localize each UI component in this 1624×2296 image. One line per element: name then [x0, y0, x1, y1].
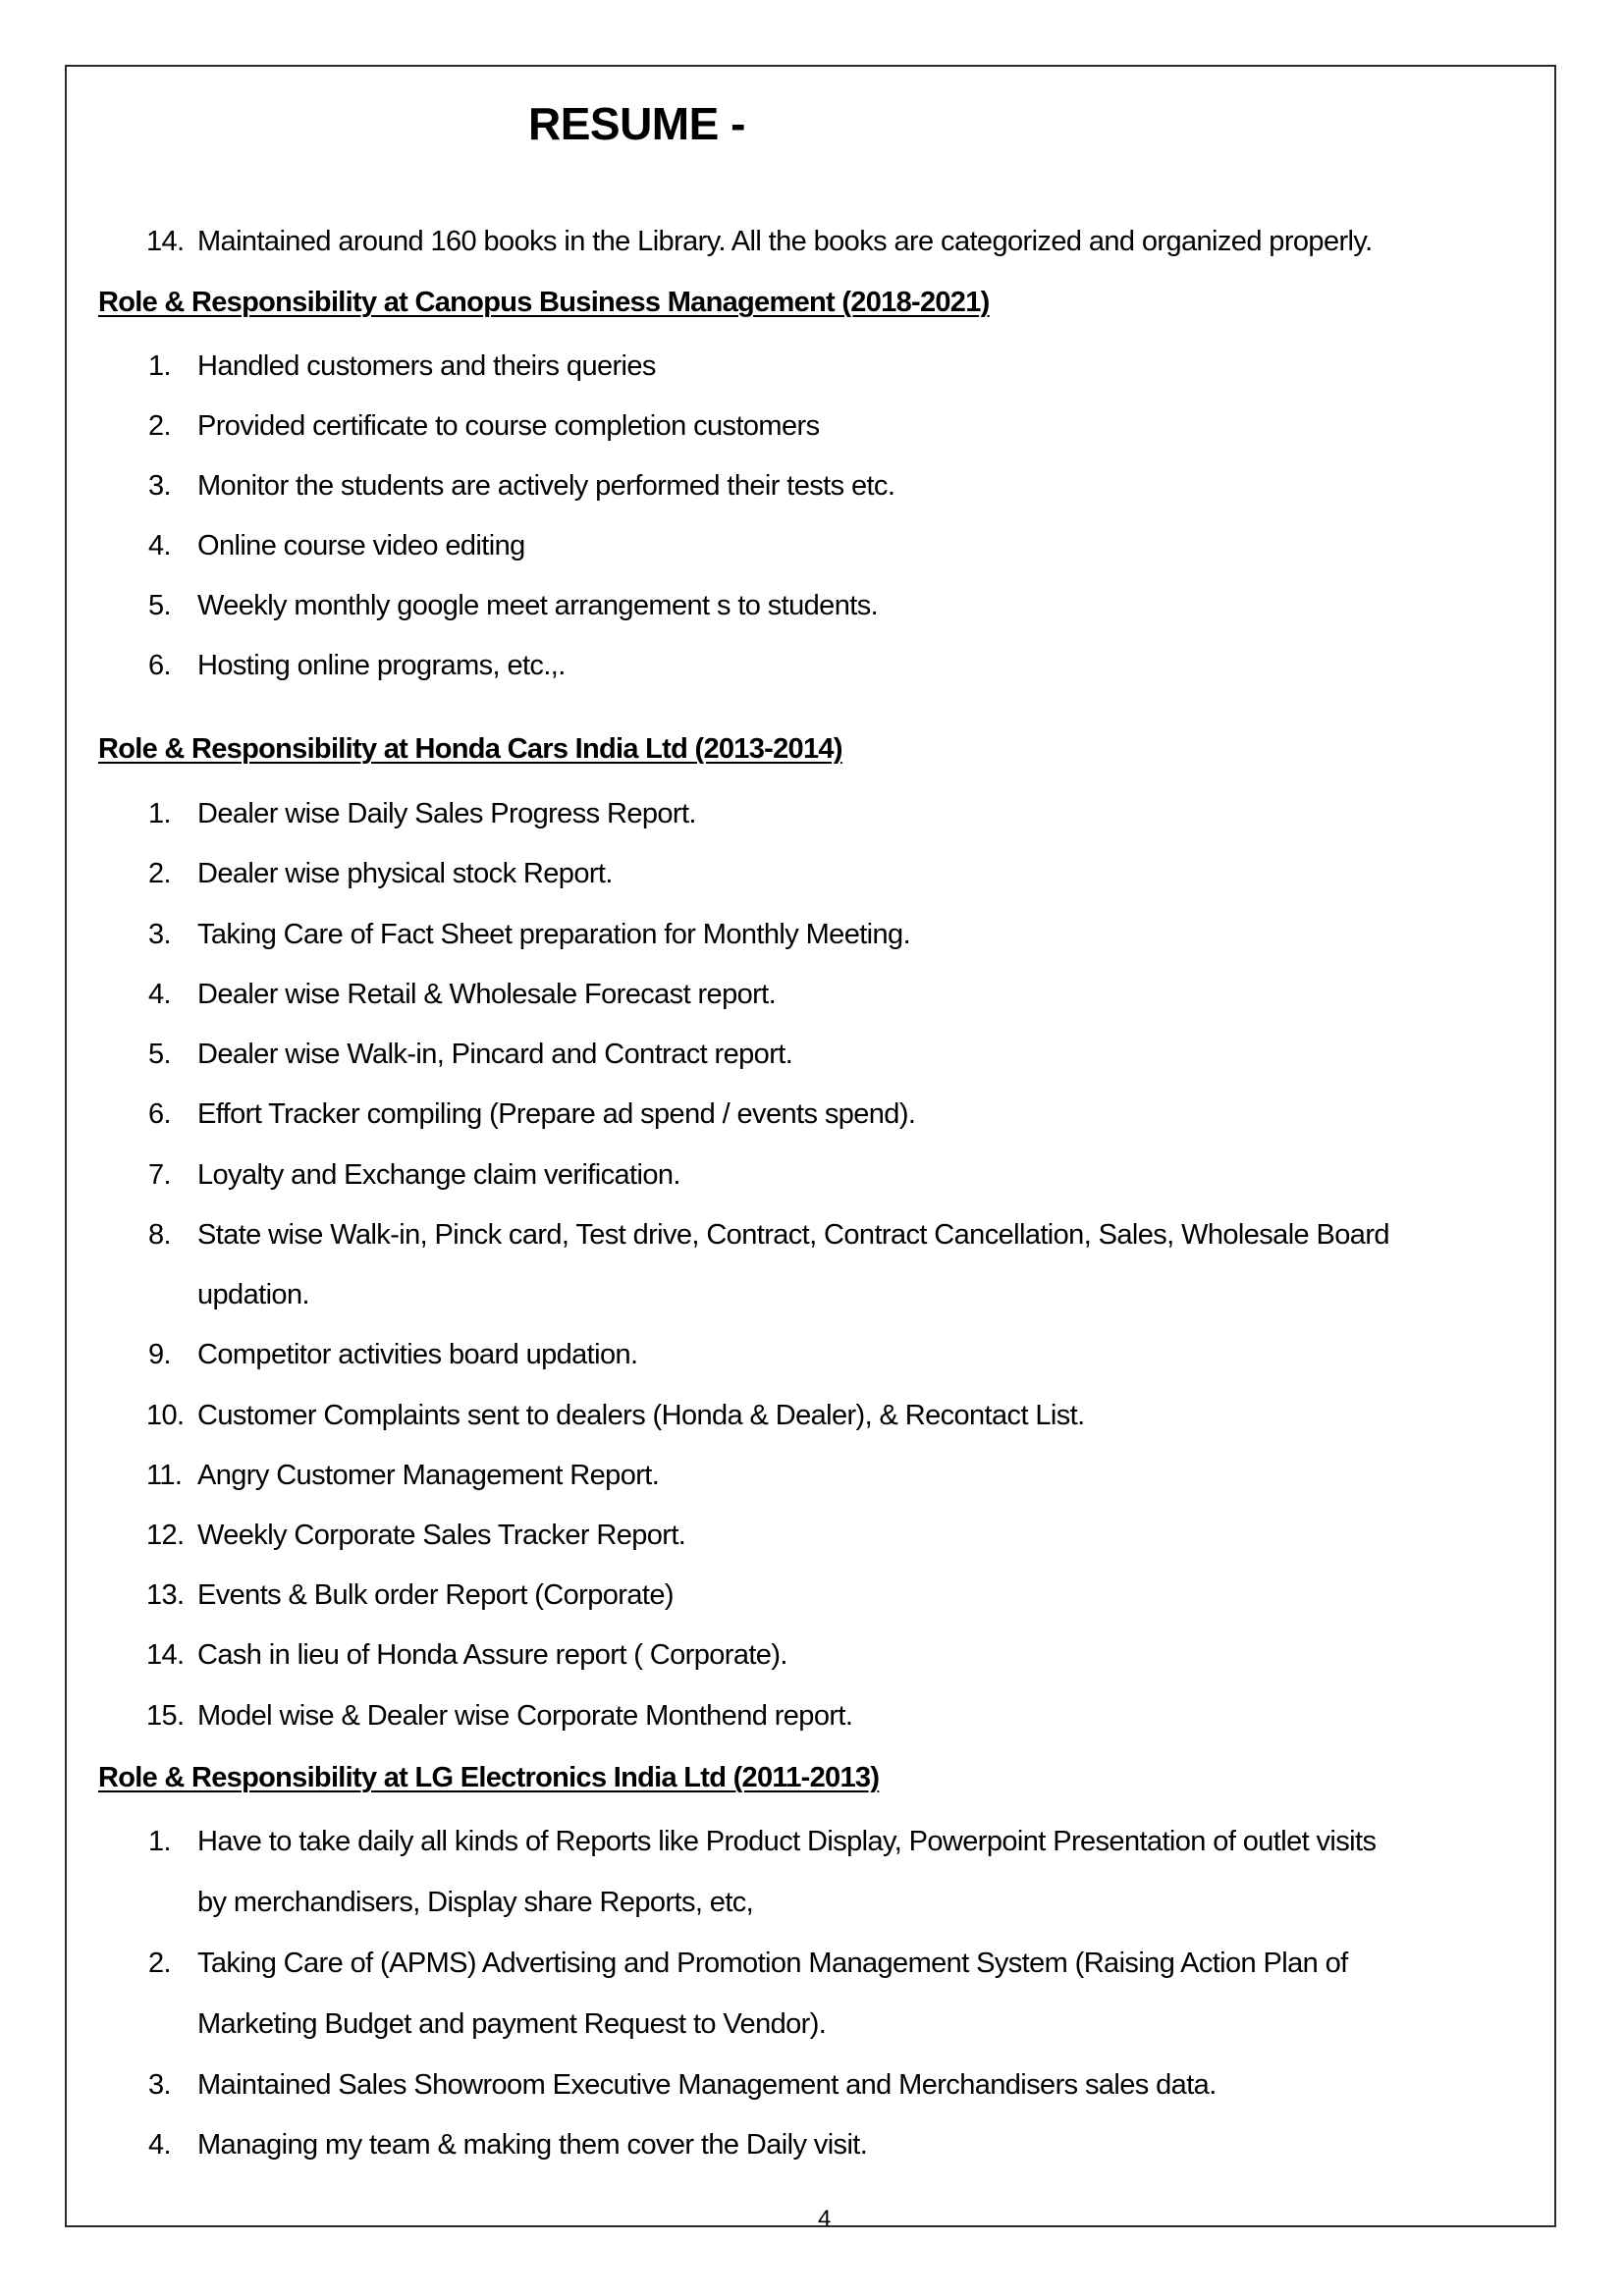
list-item-number: 1.: [148, 350, 171, 382]
list-item-number: 14.: [146, 1639, 185, 1671]
list-item-text: Dealer wise physical stock Report.: [197, 858, 613, 889]
list-item-text: Taking Care of Fact Sheet preparation for Monthly Meeting.: [197, 919, 911, 950]
page-number: 4: [818, 2206, 832, 2232]
list-item-number: 7.: [148, 1159, 171, 1191]
list-item-text: Hosting online programs, etc.,.: [197, 650, 566, 681]
list-item-text: Managing my team & making them cover the Daily visit.: [197, 2129, 868, 2161]
list-item-number: 5.: [148, 590, 171, 621]
list-item-number: 1.: [148, 798, 171, 829]
list-item-number: 4.: [148, 979, 171, 1010]
list-item-text: Dealer wise Retail & Wholesale Forecast report.: [197, 979, 777, 1010]
list-item-text: Taking Care of (APMS) Advertising and Promotion Management System (Raising Action Plan of: [197, 1948, 1348, 1979]
list-item-number: 5.: [148, 1039, 171, 1070]
section-heading: Role & Responsibility at Honda Cars India Ltd (2013-2014): [98, 733, 842, 765]
list-item-text: Customer Complaints sent to dealers (Honda & Dealer), & Recontact List.: [197, 1400, 1085, 1431]
list-item-text: Handled customers and theirs queries: [197, 350, 656, 382]
list-item-text: State wise Walk-in, Pinck card, Test drive, Contract, Contract Cancellation, Sales, Wholesale Board: [197, 1219, 1389, 1251]
list-item-number: 1.: [148, 1826, 171, 1857]
list-item-text: Events & Bulk order Report (Corporate): [197, 1579, 674, 1611]
list-item-number: 13.: [146, 1579, 185, 1611]
list-item-number: 12.: [146, 1520, 185, 1551]
list-item-text: Angry Customer Management Report.: [197, 1460, 660, 1491]
list-item-number: 8.: [148, 1219, 171, 1251]
list-item-number: 10.: [146, 1400, 185, 1431]
list-item-number: 2.: [148, 410, 171, 442]
list-item-text: Have to take daily all kinds of Reports like Product Display, Powerpoint Presentation of outlet visits: [197, 1826, 1377, 1857]
list-item-text: Competitor activities board updation.: [197, 1339, 638, 1370]
list-item-number: 2.: [148, 858, 171, 889]
list-item-text: Maintained Sales Showroom Executive Management and Merchandisers sales data.: [197, 2069, 1217, 2101]
document-title: RESUME -: [528, 98, 745, 149]
list-item-number: 6.: [148, 650, 171, 681]
list-item-text: Weekly Corporate Sales Tracker Report.: [197, 1520, 686, 1551]
list-item-text: Effort Tracker compiling (Prepare ad spend / events spend).: [197, 1098, 916, 1130]
list-item-number: 14.: [146, 226, 185, 257]
section-heading: Role & Responsibility at Canopus Business Management (2018-2021): [98, 287, 990, 318]
list-item-text: Online course video editing: [197, 530, 525, 561]
list-item-text: Model wise & Dealer wise Corporate Monthend report.: [197, 1700, 853, 1732]
list-item-number: 3.: [148, 470, 171, 502]
list-item-number: 9.: [148, 1339, 171, 1370]
list-item-text: Provided certificate to course completion customers: [197, 410, 820, 442]
section-heading: Role & Responsibility at LG Electronics India Ltd (2011-2013): [98, 1762, 880, 1793]
list-item-text: Monitor the students are actively performed their tests etc.: [197, 470, 895, 502]
list-item-text: Dealer wise Walk-in, Pincard and Contract report.: [197, 1039, 793, 1070]
list-item-text: Dealer wise Daily Sales Progress Report.: [197, 798, 696, 829]
list-item-number: 4.: [148, 2129, 171, 2161]
list-item-number: 2.: [148, 1948, 171, 1979]
list-item-text-continuation: Marketing Budget and payment Request to Vendor).: [197, 2008, 827, 2040]
list-item-number: 3.: [148, 2069, 171, 2101]
list-item-number: 15.: [146, 1700, 185, 1732]
list-item-number: 4.: [148, 530, 171, 561]
list-item-text: Maintained around 160 books in the Library. All the books are categorized and organized properly.: [197, 226, 1373, 257]
list-item-number: 11.: [146, 1460, 183, 1491]
list-item-text: Loyalty and Exchange claim verification.: [197, 1159, 680, 1191]
list-item-text: Weekly monthly google meet arrangement s to students.: [197, 590, 879, 621]
list-item-number: 6.: [148, 1098, 171, 1130]
list-item-number: 3.: [148, 919, 171, 950]
list-item-text-continuation: updation.: [197, 1279, 309, 1310]
list-item-text-continuation: by merchandisers, Display share Reports, etc,: [197, 1887, 754, 1918]
list-item-text: Cash in lieu of Honda Assure report ( Corporate).: [197, 1639, 787, 1671]
